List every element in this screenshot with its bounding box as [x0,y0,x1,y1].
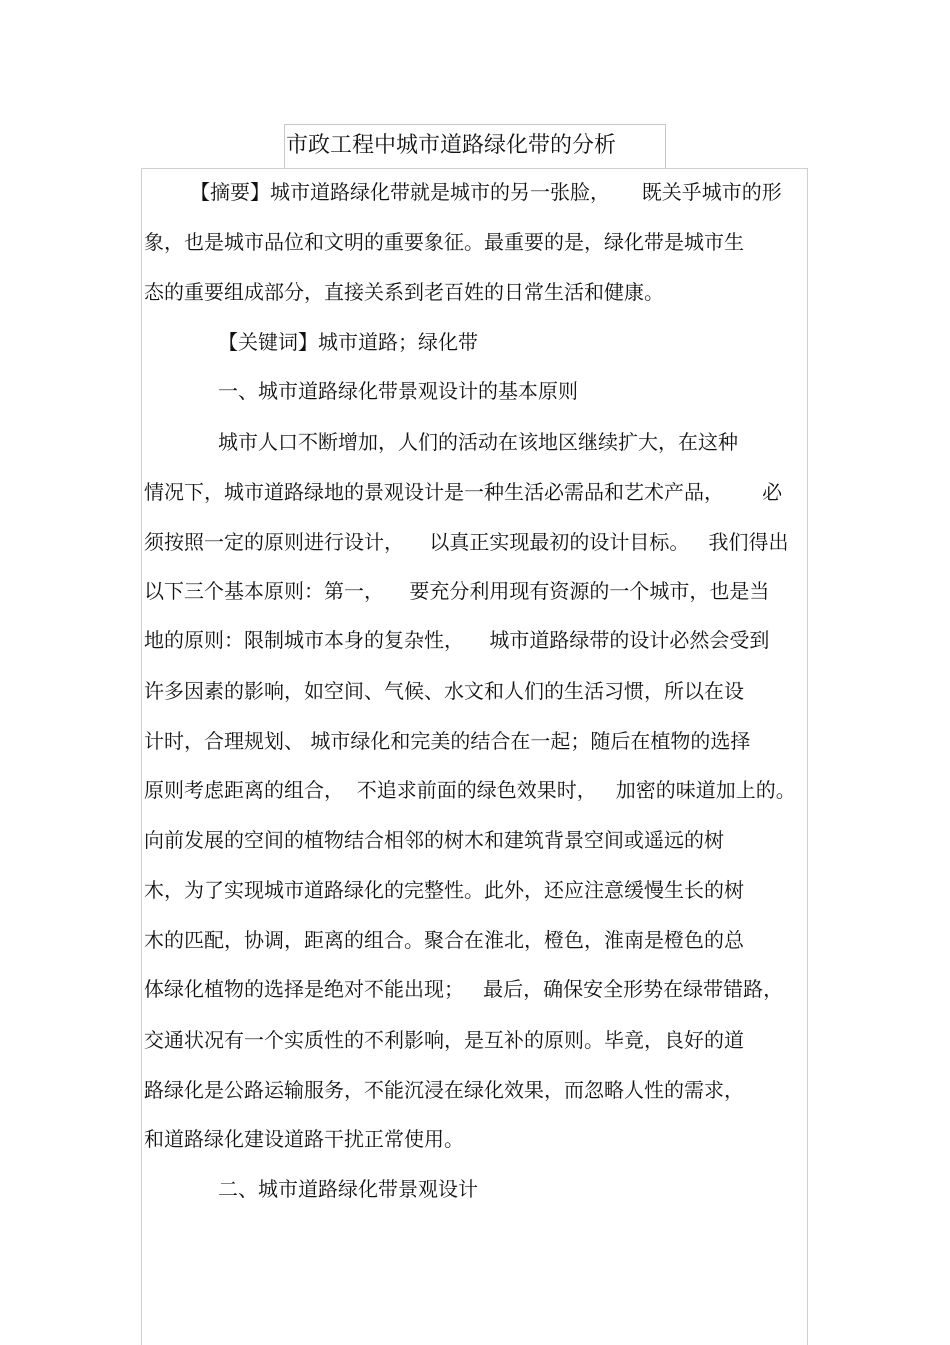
paragraph-line: 路绿化是公路运输服务，不能沉浸在绿化效果，而忽略人性的需求， [144,1078,744,1102]
paragraph-line: 情况下，城市道路绿地的景观设计是一种生活必需品和艺术产品， 必 [144,480,783,504]
paragraph-line: 原则考虑距离的组合， 不追求前面的绿色效果时， 加密的味道加上的。 [144,778,796,802]
abstract-line-1: 【摘要】城市道路绿化带就是城市的另一张脸， 既关乎城市的形 [190,180,782,204]
paragraph-line: 须按照一定的原则进行设计， 以真正实现最初的设计目标。 我们得出 [144,530,789,554]
section-heading-1: 一、城市道路绿化带景观设计的基本原则 [218,379,578,403]
paragraph-line: 体绿化植物的选择是绝对不能出现； 最后，确保安全形势在绿带错路， [144,977,784,1001]
abstract-line-2: 象，也是城市品位和文明的重要象征。最重要的是，绿化带是城市生 [144,230,744,254]
paragraph-line: 木，为了实现城市道路绿化的完整性。此外，还应注意缓慢生长的树 [144,878,744,902]
keywords-line: 【关键词】城市道路；绿化带 [218,330,478,354]
paragraph-line: 交通状况有一个实质性的不利影响，是互补的原则。毕竟，良好的道 [144,1028,744,1052]
paragraph-line: 计时，合理规划、 城市绿化和完美的结合在一起；随后在植物的选择 [144,729,751,753]
paragraph-line: 地的原则：限制城市本身的复杂性， 城市道路绿带的设计必然会受到 [144,628,770,652]
section-heading-2: 二、城市道路绿化带景观设计 [218,1177,478,1201]
document-title: 市政工程中城市道路绿化带的分析 [286,133,617,158]
paragraph-line: 和道路绿化建设道路干扰正常使用。 [144,1127,464,1151]
abstract-line-3: 态的重要组成部分，直接关系到老百姓的日常生活和健康。 [144,280,664,304]
paragraph-line: 以下三个基本原则：第一， 要充分利用现有资源的一个城市，也是当 [144,579,770,603]
paragraph-line: 向前发展的空间的植物结合相邻的树木和建筑背景空间或遥远的树 [144,828,724,852]
paragraph-line: 木的匹配，协调，距离的组合。聚合在淮北，橙色，淮南是橙色的总 [144,928,744,952]
paragraph-line: 许多因素的影响，如空间、气候、水文和人们的生活习惯，所以在设 [144,679,744,703]
paragraph-line: 城市人口不断增加，人们的活动在该地区继续扩大，在这种 [218,430,738,454]
